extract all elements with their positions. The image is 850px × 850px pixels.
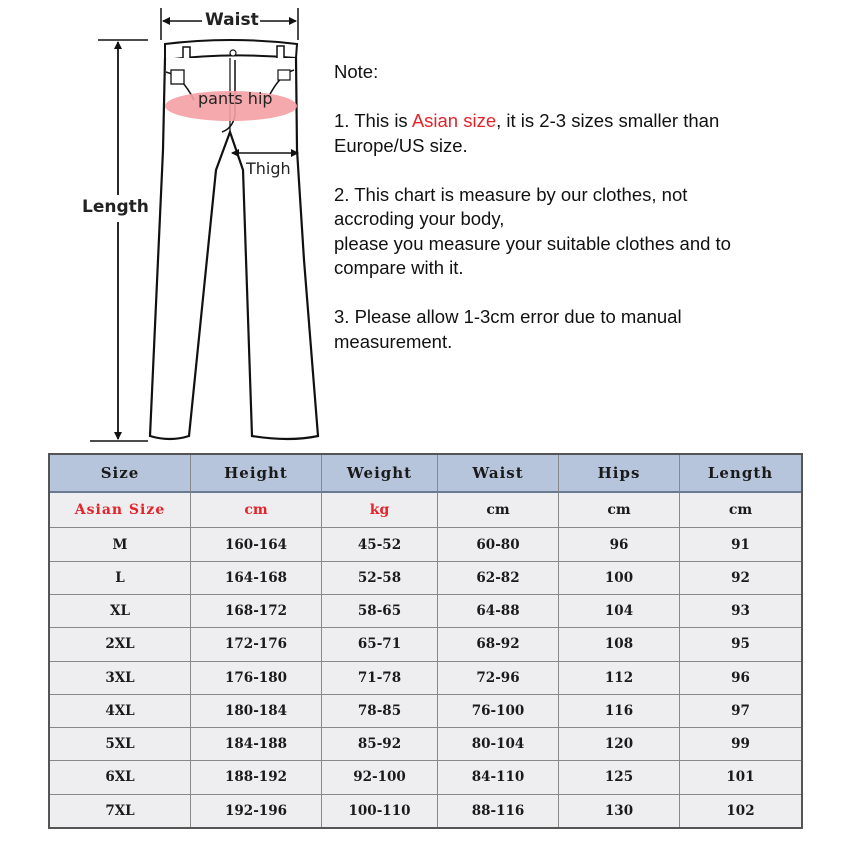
cell-length: 92 <box>680 562 801 595</box>
cell-waist: 88-116 <box>438 795 559 827</box>
asian-size-highlight: Asian size <box>411 110 497 131</box>
size-table <box>48 453 803 829</box>
cell-hips: 104 <box>559 595 680 628</box>
cell-weight: 78-85 <box>322 695 438 728</box>
cell-weight: 58-65 <box>322 595 438 628</box>
table-row <box>50 761 801 794</box>
note-item-1-line2: Europe/US size. <box>334 134 468 156</box>
cell-weight: 52-58 <box>322 562 438 595</box>
cell-length: 102 <box>680 795 801 827</box>
cell-height: 168-172 <box>191 595 322 628</box>
header-row <box>50 455 801 493</box>
cell-length: 96 <box>680 662 801 695</box>
unit-height: cm <box>191 493 322 528</box>
cell-waist: 68-92 <box>438 628 559 661</box>
cell-height: 192-196 <box>191 795 322 827</box>
cell-weight: 45-52 <box>322 528 438 561</box>
cell-size: 3XL <box>50 662 191 695</box>
cell-length: 91 <box>680 528 801 561</box>
header-length: Length <box>680 455 801 493</box>
note-item-1 <box>334 109 834 134</box>
cell-size: 6XL <box>50 761 191 794</box>
cell-hips: 130 <box>559 795 680 827</box>
note-item-2-line4: compare with it. <box>334 257 464 278</box>
note-item-1-prefix: 1. This is <box>334 110 412 131</box>
cell-height: 176-180 <box>191 662 322 695</box>
header-height: Height <box>191 455 322 493</box>
table-row <box>50 695 801 728</box>
cell-weight: 92-100 <box>322 761 438 794</box>
cell-weight: 65-71 <box>322 628 438 661</box>
thigh-label: Thigh <box>246 159 291 178</box>
cell-length: 99 <box>680 728 801 761</box>
cell-size: 4XL <box>50 695 191 728</box>
pants-illustration <box>0 0 330 450</box>
cell-hips: 112 <box>559 662 680 695</box>
cell-length: 93 <box>680 595 801 628</box>
cell-height: 184-188 <box>191 728 322 761</box>
unit-size: Asian Size <box>50 493 191 528</box>
table-row <box>50 528 801 561</box>
cell-hips: 96 <box>559 528 680 561</box>
unit-hips: cm <box>559 493 680 528</box>
note-title: Note: <box>334 61 379 82</box>
unit-waist: cm <box>438 493 559 528</box>
cell-hips: 116 <box>559 695 680 728</box>
cell-length: 97 <box>680 695 801 728</box>
table-row <box>50 662 801 695</box>
size-chart <box>48 453 803 829</box>
cell-waist: 62-82 <box>438 562 559 595</box>
note-item-2-line1: 2. This chart is measure by our clothes, not <box>334 183 688 205</box>
cell-height: 188-192 <box>191 761 322 794</box>
cell-waist: 76-100 <box>438 695 559 728</box>
cell-hips: 100 <box>559 562 680 595</box>
cell-size: XL <box>50 595 191 628</box>
cell-size: 5XL <box>50 728 191 761</box>
cell-size: 2XL <box>50 628 191 661</box>
table-row <box>50 728 801 761</box>
cell-height: 160-164 <box>191 528 322 561</box>
header-waist: Waist <box>438 455 559 493</box>
header-size: Size <box>50 455 191 493</box>
table-row <box>50 795 801 827</box>
cell-waist: 60-80 <box>438 528 559 561</box>
cell-waist: 72-96 <box>438 662 559 695</box>
cell-hips: 108 <box>559 628 680 661</box>
cell-size: L <box>50 562 191 595</box>
cell-length: 101 <box>680 761 801 794</box>
cell-waist: 84-110 <box>438 761 559 794</box>
pants-hip-label: pants hip <box>198 89 273 108</box>
cell-height: 172-176 <box>191 628 322 661</box>
waist-label: Waist <box>205 10 259 30</box>
length-label: Length <box>82 197 149 217</box>
notes <box>334 60 834 354</box>
cell-waist: 80-104 <box>438 728 559 761</box>
note-item-3-line1: 3. Please allow 1-3cm error due to manual <box>334 306 682 327</box>
cell-weight: 71-78 <box>322 662 438 695</box>
cell-hips: 120 <box>559 728 680 761</box>
pants-diagram <box>0 0 330 450</box>
cell-hips: 125 <box>559 761 680 794</box>
header-weight: Weight <box>322 455 438 493</box>
unit-length: cm <box>680 493 801 528</box>
cell-height: 164-168 <box>191 562 322 595</box>
table-row <box>50 595 801 628</box>
table-row <box>50 628 801 661</box>
cell-waist: 64-88 <box>438 595 559 628</box>
unit-weight: kg <box>322 493 438 528</box>
cell-size: M <box>50 528 191 561</box>
note-item-3-line2: measurement. <box>334 330 453 352</box>
units-row <box>50 493 801 528</box>
note-item-2-line2: accroding your body, <box>334 208 505 229</box>
cell-height: 180-184 <box>191 695 322 728</box>
note-item-2-line3: please you measure your suitable clothes and to <box>334 232 731 254</box>
table-row <box>50 562 801 595</box>
cell-size: 7XL <box>50 795 191 827</box>
cell-weight: 85-92 <box>322 728 438 761</box>
header-hips: Hips <box>559 455 680 493</box>
cell-length: 95 <box>680 628 801 661</box>
cell-weight: 100-110 <box>322 795 438 827</box>
note-item-1-suffix: , it is 2-3 sizes smaller than <box>496 110 720 131</box>
